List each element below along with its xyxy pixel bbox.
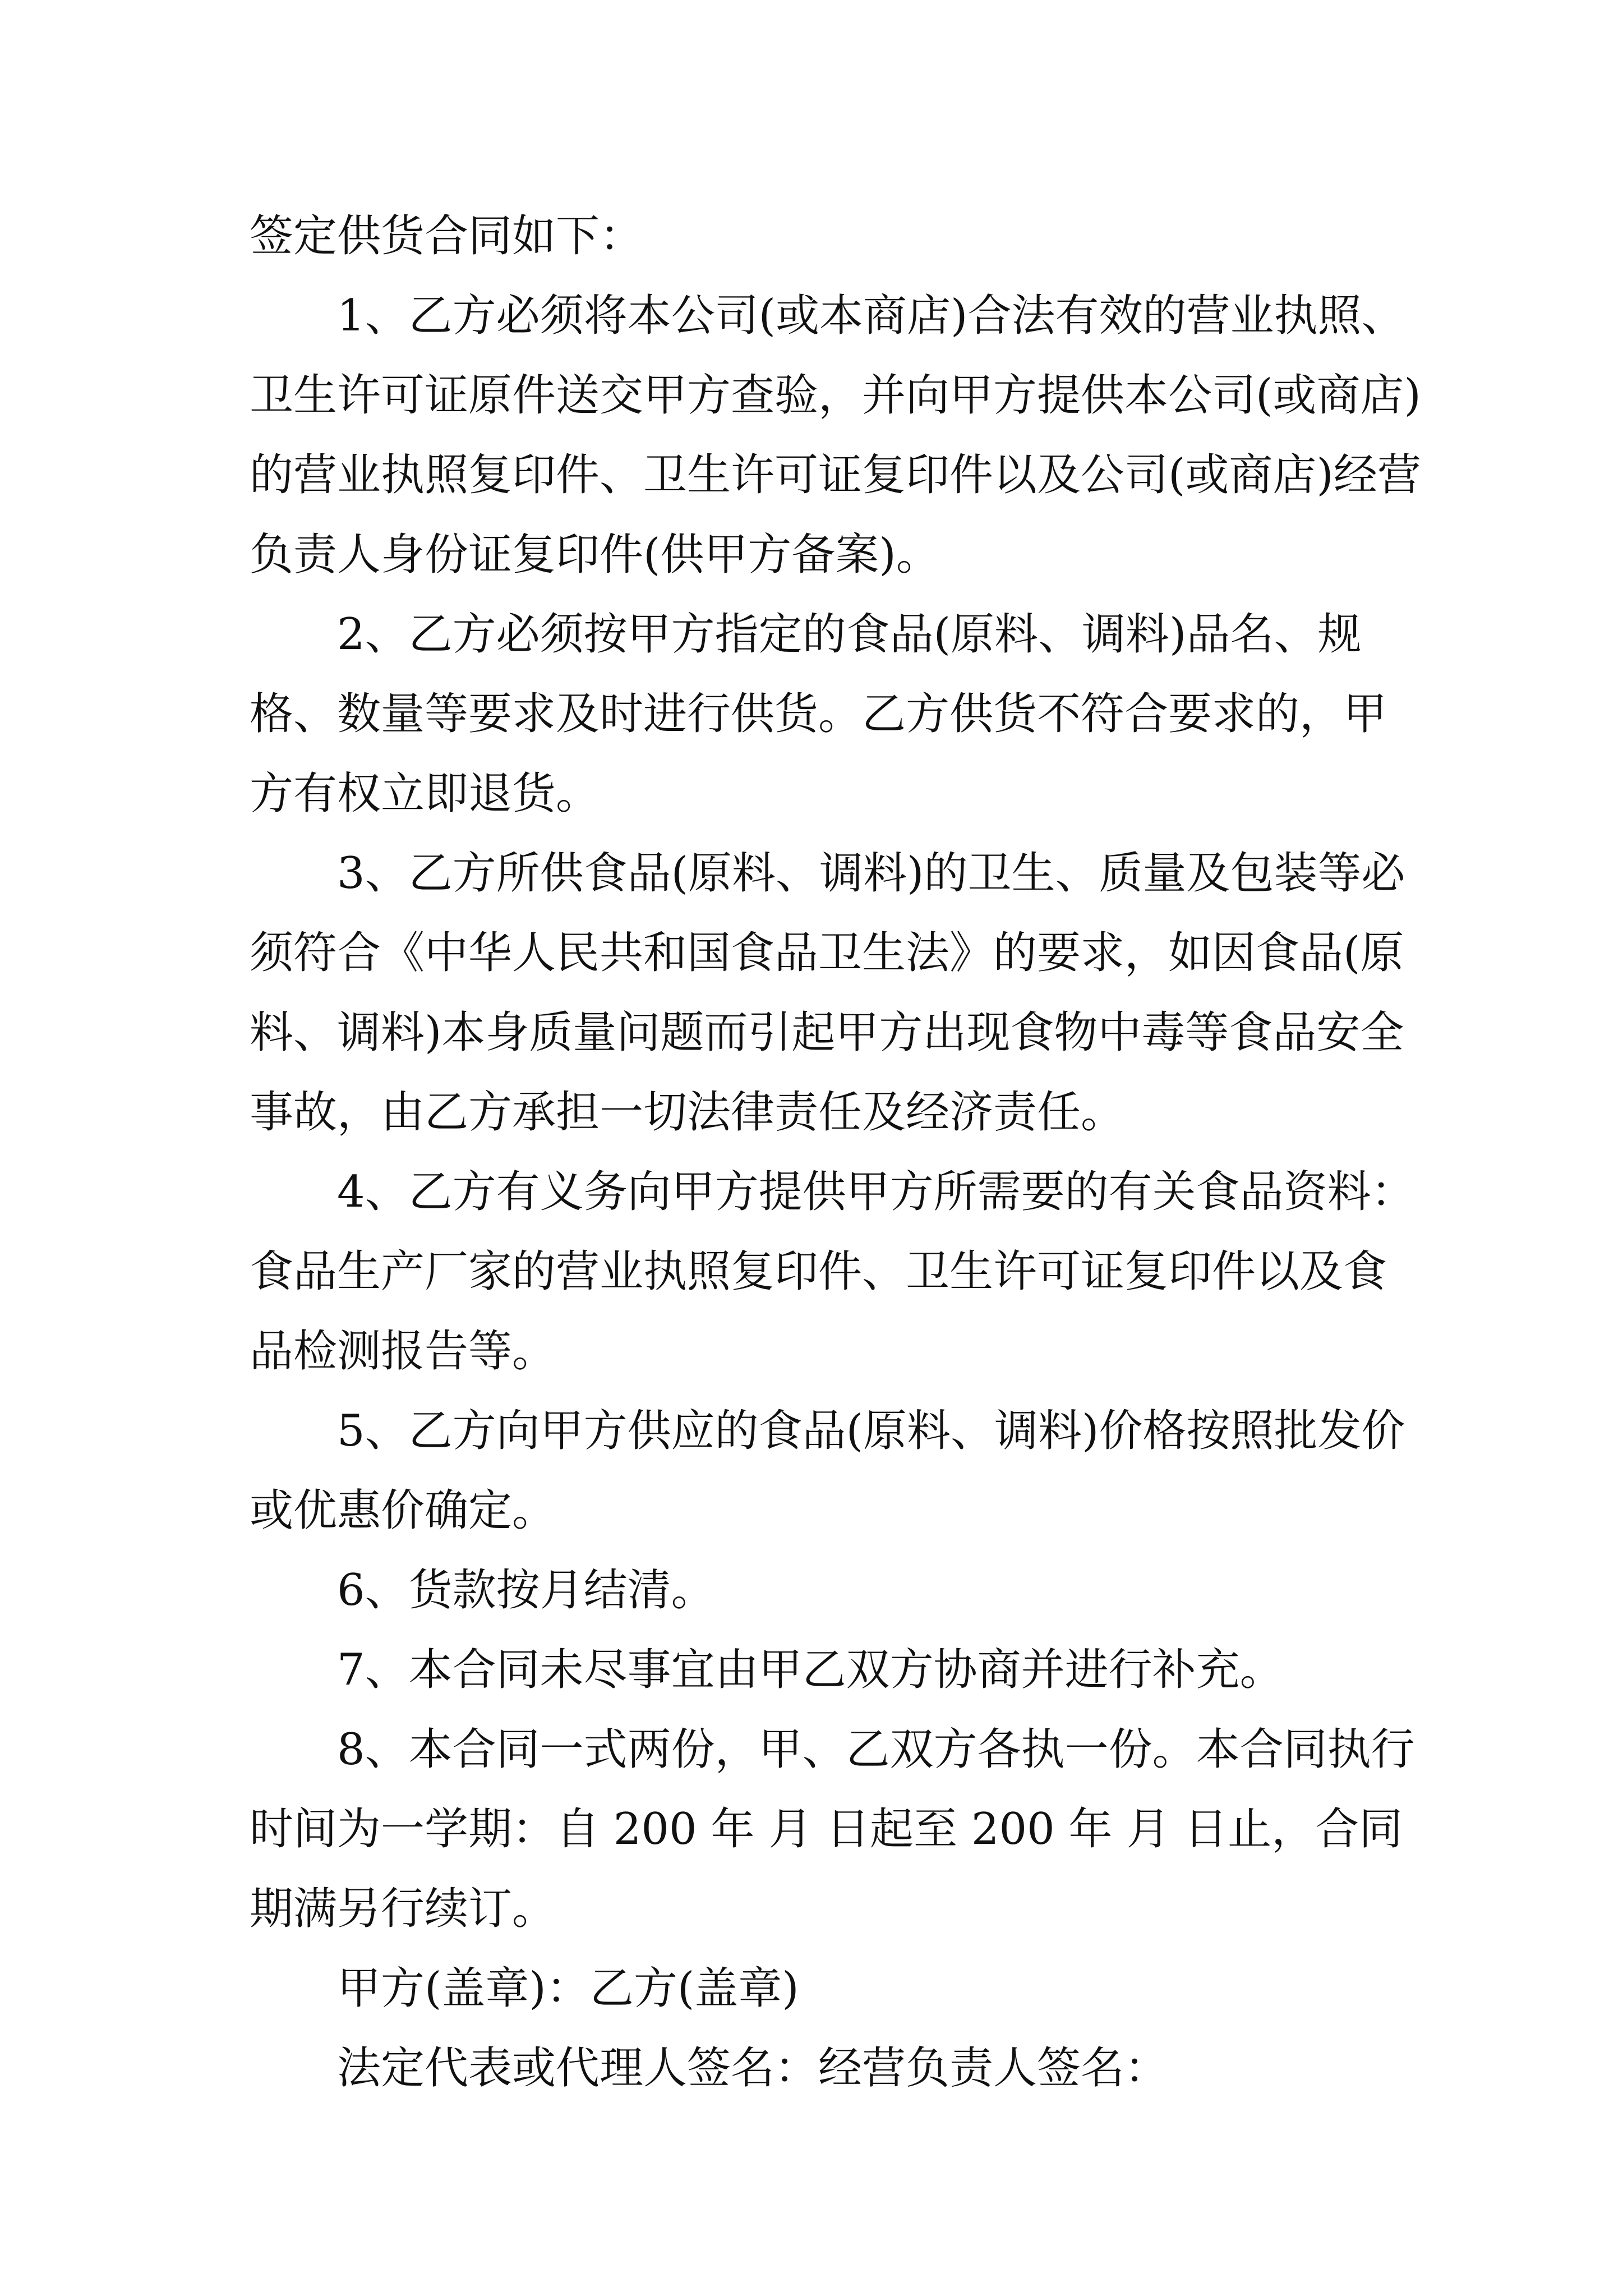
intro-paragraph: 签定供货合同如下：: [250, 211, 644, 261]
clause-5-paragraph: 5、乙方向甲方供应的食品(原料、调料)价格按照批发价或优惠价确定。: [250, 1406, 1405, 1536]
clause-8-paragraph: 8、本合同一式两份，甲、乙双方各执一份。本合同执行时间为一学期：自 200 年 月 日起至 200 年 月 日止，合同期满另行续订。: [250, 1724, 1415, 1934]
clause-6-paragraph: 6、货款按月结清。: [337, 1565, 715, 1616]
clause-4-paragraph: 4、乙方有义务向甲方提供甲方所需要的有关食品资料：食品生产厂家的营业执照复印件、卫生许可证复印件以及食品检测报告等。: [250, 1167, 1415, 1377]
contract-body: [250, 196, 1427, 2108]
clause-1-paragraph: 1、乙方必须将本公司(或本商店)合法有效的营业执照、卫生许可证原件送交甲方查验，并向甲方提供本公司(或商店)的营业执照复印件、卫生许可证复印件以及公司(或商店)经营负责人身份证复印件(供甲方备案)。: [250, 291, 1421, 580]
clause-3-paragraph: 3、乙方所供食品(原料、调料)的卫生、质量及包装等必须符合《中华人民共和国食品卫生法》的要求，如因食品(原料、调料)本身质量问题而引起甲方出现食物中毒等食品安全事故，由乙方承担一切法律责任及经济责任。: [250, 848, 1405, 1138]
clause-2-paragraph: 2、乙方必须按甲方指定的食品(原料、调料)品名、规格、数量等要求及时进行供货。乙方供货不符合要求的，甲方有权立即退货。: [250, 609, 1387, 819]
signature-line: 法定代表或代理人签名：经营负责人签名：: [337, 2043, 1169, 2093]
seal-line: 甲方(盖章)：乙方(盖章): [337, 1963, 799, 2014]
clause-7-paragraph: 7、本合同未尽事宜由甲乙双方协商并进行补充。: [337, 1645, 1284, 1695]
